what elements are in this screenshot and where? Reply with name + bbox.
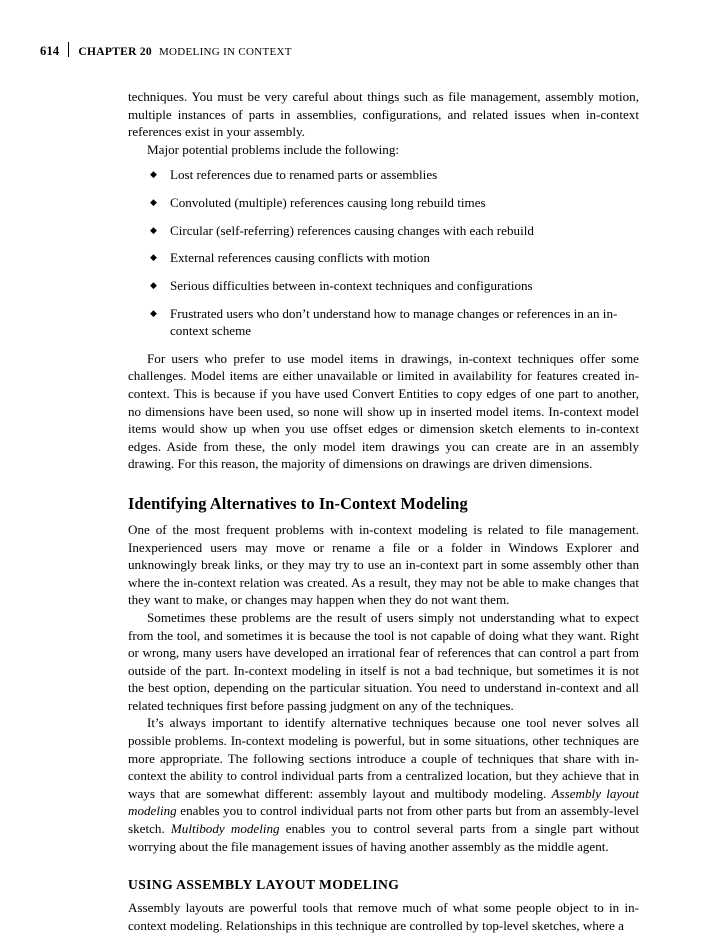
paragraph-model-items: For users who prefer to use model items in drawings, in-context techniques offer some challenges. Model items are either unavailable or limited in availability for features created in-context. This is because if you have used Convert Entities to copy edges of one part to another, no dimensions have been used, so none will show up in inserted model items. In-context model items would show up when you use offset edges or dimension sketch elements to in-context edges. Aside from these, the only model item drawings you can create are in an assembly drawing. For this reason, the majority of dimensions on drawings are driven dimensions. — [128, 350, 639, 472]
list-item — [128, 166, 639, 183]
term-assembly-layout-modeling: Assembly layout modeling — [128, 785, 639, 819]
paragraph-list-intro: Major potential problems include the following: — [147, 141, 400, 157]
paragraph-user-expectations: Sometimes these problems are the result of users simply not understanding what to expect from the tool, and sometimes it is because the tool is not capable of doing what they want. Right or wrong, many users have developed an irrational fear of references that can control a part from outside of the part. In-context modeling in itself is not a bad technique, but sometimes it is not the best option, depending on the particular situation. You need to understand in-context and all related techniques first before passing judgment on any of the techniques. — [128, 609, 639, 713]
body-column — [128, 88, 639, 934]
list-item — [128, 222, 639, 239]
subsection-heading-using-assembly-layout-modeling: USING ASSEMBLY LAYOUT MODELING — [128, 877, 400, 893]
list-item-text: Circular (self-referring) references causing changes with each rebuild — [170, 222, 534, 238]
list-item-text: Convoluted (multiple) references causing long rebuild times — [170, 195, 486, 211]
paragraph-file-management: One of the most frequent problems with in-context modeling is related to file management. Inexperienced users may move or rename a file or a folder in Windows Explorer and unknowingly break links, or they may try to use an in-context part in some assembly other than where the in-context relation was created. As a result, they may not be able to make changes that they want to make, or changes may happen when they do not want them. — [128, 521, 639, 608]
diamond-bullet-icon: ◆ — [150, 280, 157, 291]
list-item — [128, 305, 639, 339]
paragraph-alternatives-text-3: enables you to control several parts from a single part without worrying about the file management issues of having another assembly as the middle agent. — [128, 821, 639, 854]
chapter-title: MODELING IN CONTEXT — [158, 46, 292, 58]
paragraph-continued: techniques. You must be very careful about things such as file management, assembly motion, multiple instances of parts in assemblies, configurations, and related issues when in-context references exist in your assembly. — [128, 89, 639, 140]
paragraph-alternatives-text-1: It’s always important to identify alternative techniques because one tool never solves all possible problems. In-context modeling is powerful, but in some situations, other techniques are more appropriate. The following sections introduce a couple of techniques that share with in-context the ability to control individual parts from a centralized location, but they achieve that in ways that are somewhat different: assembly layout and multibody modeling. — [128, 715, 639, 801]
page-number: 614 — [40, 44, 60, 58]
list-item — [128, 277, 639, 294]
diamond-bullet-icon: ◆ — [150, 169, 157, 180]
list-item-text: Serious difficulties between in-context techniques and configurations — [170, 278, 533, 294]
running-head — [40, 40, 292, 59]
paragraph-assembly-layouts: Assembly layouts are powerful tools that remove much of what some people object to in in-context modeling. Relationships in this technique are controlled by top-level sketches, where a — [128, 900, 639, 933]
term-multibody-modeling: Multibody modeling — [170, 821, 280, 837]
diamond-bullet-icon: ◆ — [150, 307, 157, 318]
list-item-text: Frustrated users who don’t understand how to manage changes or references in an in-context scheme — [170, 305, 618, 339]
list-item — [128, 194, 639, 211]
list-item-text: Lost references due to renamed parts or assemblies — [170, 167, 438, 183]
list-item-text: External references causing conflicts with motion — [170, 250, 430, 266]
list-item — [128, 249, 639, 266]
diamond-bullet-icon: ◆ — [150, 224, 157, 235]
chapter-label: CHAPTER 20 — [78, 46, 152, 58]
diamond-bullet-icon: ◆ — [150, 252, 157, 263]
bullet-list — [128, 166, 639, 339]
header-divider-rule — [68, 42, 69, 57]
section-heading-identifying-alternatives: Identifying Alternatives to In-Context Modeling — [128, 493, 468, 513]
paragraph-alternatives — [128, 714, 639, 855]
diamond-bullet-icon: ◆ — [150, 197, 157, 208]
paragraph-alternatives-text-2: enables you to control individual parts not from other parts but from an assembly-level sketch. — [128, 803, 639, 837]
